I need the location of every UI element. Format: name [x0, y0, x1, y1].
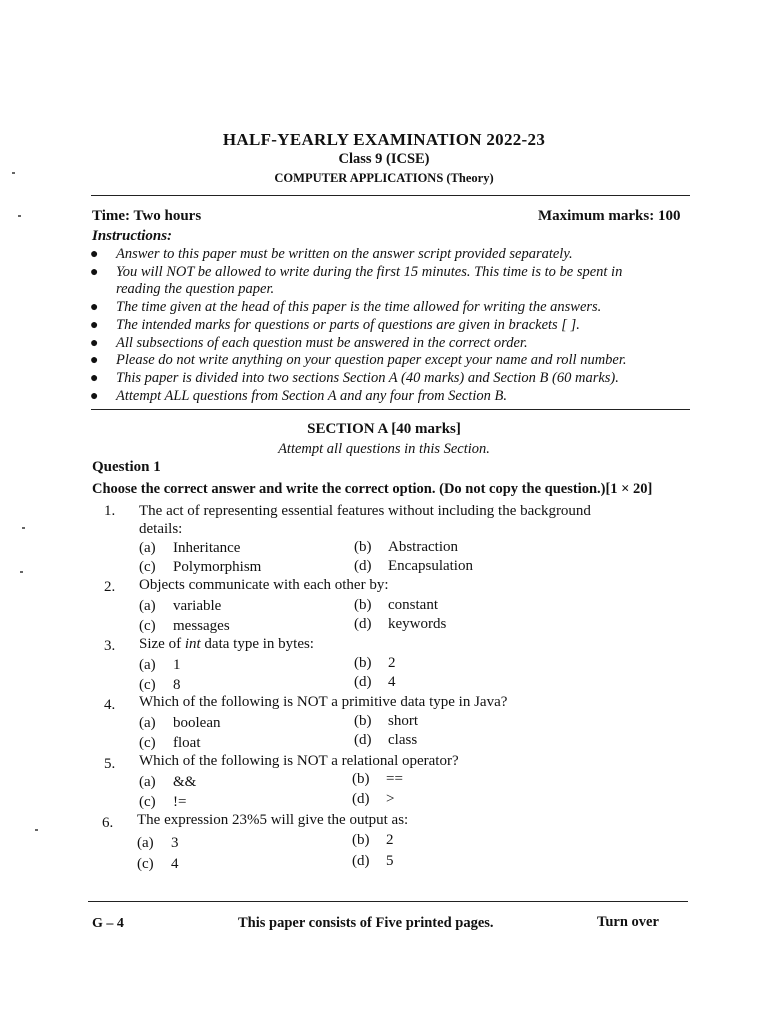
item-text: The act of representing essential features without including the background: [139, 503, 591, 519]
option-a: (a) &&: [139, 774, 197, 790]
instruction-item: All subsections of each question must be answered in the correct order.: [116, 335, 528, 351]
bullet: ●: [90, 300, 99, 315]
option-c: (c) float: [139, 735, 201, 751]
footer-rule: [88, 901, 688, 902]
option-d: (d) 5: [352, 853, 394, 869]
item-text: Size of int data type in bytes:: [139, 636, 314, 652]
option-b: (b) Abstraction: [354, 539, 458, 555]
item-number: 5.: [104, 756, 116, 772]
option-b: (b) 2: [352, 832, 394, 848]
option-d: (d) class: [354, 732, 418, 748]
subject-label: COMPUTER APPLICATIONS (Theory): [274, 171, 494, 185]
item-text: Which of the following is NOT a relational operator?: [139, 753, 459, 769]
instruction-item: Please do not write anything on your question paper except your name and roll number.: [116, 352, 627, 368]
option-a: (a) variable: [139, 598, 222, 614]
bullet: ●: [90, 318, 99, 333]
instruction-item: Attempt ALL questions from Section A and any four from Section B.: [116, 388, 507, 404]
page-count-note: This paper consists of Five printed pages.: [238, 915, 494, 931]
option-a: (a) boolean: [139, 715, 221, 731]
instruction-item: You will NOT be allowed to write during the first 15 minutes. This time is to be spent in: [116, 264, 623, 280]
option-c: (c) 8: [139, 677, 181, 693]
item-text: Which of the following is NOT a primitive data type in Java?: [139, 694, 508, 710]
scan-speck: [18, 215, 21, 217]
option-a: (a) 3: [137, 835, 179, 851]
item-number: 2.: [104, 579, 116, 595]
option-b: (b) 2: [354, 655, 396, 671]
bullet: ●: [90, 247, 99, 262]
option-c: (c) messages: [139, 618, 230, 634]
bullet: ●: [90, 265, 99, 280]
section-subtitle: Attempt all questions in this Section.: [278, 441, 490, 457]
option-d: (d) keywords: [354, 616, 447, 632]
instructions-rule: [91, 409, 690, 410]
option-b: (b) short: [354, 713, 418, 729]
bullet: ●: [90, 371, 99, 386]
option-b: (b) ==: [352, 771, 403, 787]
instruction-item: Answer to this paper must be written on the answer script provided separately.: [116, 246, 573, 262]
option-a: (a) Inheritance: [139, 540, 241, 556]
option-c: (c) 4: [137, 856, 179, 872]
item-number: 4.: [104, 697, 116, 713]
option-c: (c) Polymorphism: [139, 559, 262, 575]
item-text: Objects communicate with each other by:: [139, 577, 389, 593]
item-number: 3.: [104, 638, 116, 654]
option-a: (a) 1: [139, 657, 181, 673]
bullet: ●: [90, 353, 99, 368]
question-label: Question 1: [92, 459, 161, 475]
option-d: (d) 4: [354, 674, 396, 690]
bullet: ●: [90, 389, 99, 404]
max-marks-label: Maximum marks: 100: [538, 208, 681, 224]
option-c: (c) !=: [139, 794, 187, 810]
header-rule: [91, 195, 690, 196]
item-text: details:: [139, 521, 183, 537]
scan-speck: [20, 571, 23, 573]
instruction-item: The time given at the head of this paper is the time allowed for writing the answers.: [116, 299, 602, 315]
item-number: 1.: [104, 503, 116, 519]
exam-title: HALF-YEARLY EXAMINATION 2022-23: [222, 130, 546, 149]
bullet: ●: [90, 336, 99, 351]
instruction-item: The intended marks for questions or parts of questions are given in brackets [ ].: [116, 317, 580, 333]
time-label: Time: Two hours: [92, 208, 202, 224]
instruction-item: This paper is divided into two sections Section A (40 marks) and Section B (60 marks).: [116, 370, 619, 386]
turn-over-label: Turn over: [597, 914, 659, 930]
instructions-heading: Instructions:: [92, 228, 173, 244]
question-directive: Choose the correct answer and write the correct option. (Do not copy the question.)[1 × 20]: [92, 481, 653, 497]
scan-speck: [35, 829, 38, 831]
option-b: (b) constant: [354, 597, 438, 613]
scan-speck: [22, 527, 25, 529]
section-title: SECTION A [40 marks]: [307, 421, 461, 437]
option-d: (d) Encapsulation: [354, 558, 473, 574]
instruction-item: reading the question paper.: [116, 281, 275, 297]
item-text: The expression 23%5 will give the output as:: [137, 812, 409, 828]
class-label: Class 9 (ICSE): [338, 151, 430, 167]
item-number: 6.: [102, 815, 114, 831]
page-code: G – 4: [92, 916, 124, 931]
option-d: (d) >: [352, 791, 395, 807]
